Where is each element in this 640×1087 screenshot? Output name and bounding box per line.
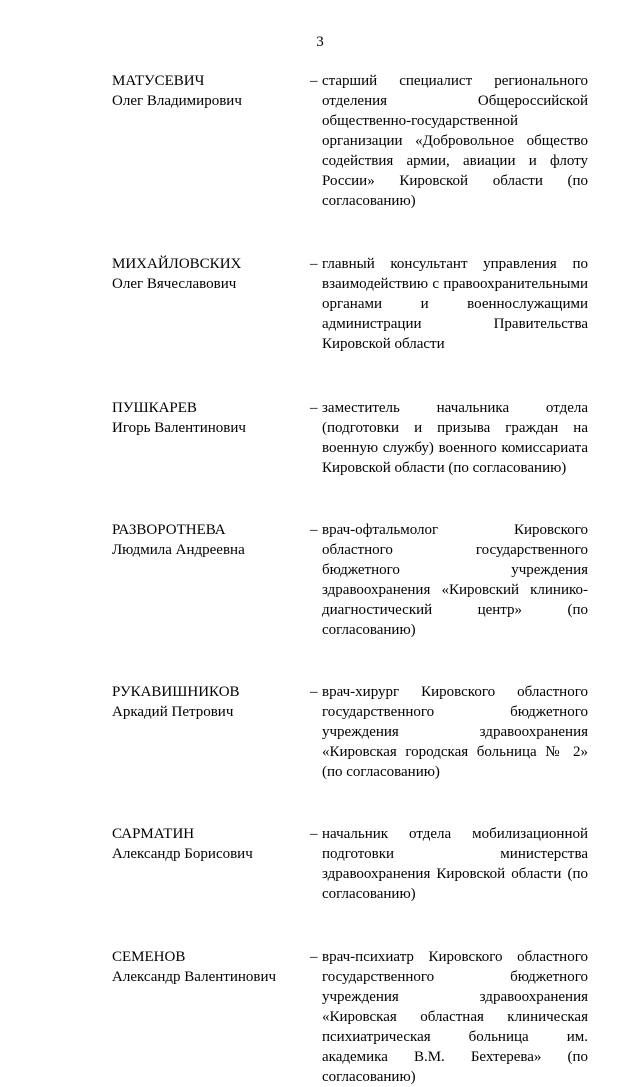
member-surname: СЕМЕНОВ	[112, 949, 186, 965]
member-given-names: Олег Владимирович	[112, 93, 242, 109]
member-entry	[0, 520, 640, 640]
dash-separator: –	[310, 522, 318, 538]
member-given-names: Аркадий Петрович	[112, 704, 234, 720]
member-given-names: Александр Валентинович	[112, 969, 277, 985]
dash-separator: –	[310, 400, 318, 416]
member-entry	[0, 254, 640, 354]
member-entry	[0, 71, 640, 211]
member-given-names: Олег Вячеславович	[112, 276, 237, 292]
member-surname: РУКАВИШНИКОВ	[112, 684, 240, 700]
member-surname: МАТУСЕВИЧ	[112, 73, 205, 89]
member-surname: САРМАТИН	[112, 826, 195, 842]
member-name	[112, 398, 302, 438]
member-position: заместитель начальника отдела (подготовки и призыва граждан на военную службу) военного комиссариата Кировской области (по согласованию)	[322, 400, 588, 476]
dash-separator: –	[310, 684, 318, 700]
member-name	[112, 254, 302, 294]
member-name	[112, 71, 302, 111]
dash-separator: –	[310, 826, 318, 842]
member-given-names: Людмила Андреевна	[112, 542, 245, 558]
member-position: врач-офтальмолог Кировского областного государственного бюджетного учреждения здравоохранения «Кировский клинико-диагностический центр» (по согласованию)	[322, 522, 588, 638]
member-position: врач-психиатр Кировского областного государственного бюджетного учреждения здравоохранения «Кировская областная клиническая психиатрическая больница им. академика В.М. Бехтерева» (по согласованию)	[322, 949, 588, 1085]
dash-separator: –	[310, 949, 318, 965]
member-position: старший специалист регионального отделения Общероссийской общественно-государственной организации «Добровольное общество содействия армии, авиации и флоту России» Кировской области (по согласованию)	[322, 73, 588, 209]
dash-separator: –	[310, 256, 318, 272]
dash-separator: –	[310, 73, 318, 89]
member-name	[112, 824, 302, 864]
member-entry	[0, 947, 640, 1087]
member-name	[112, 947, 302, 987]
member-surname: РАЗВОРОТНЕВА	[112, 522, 226, 538]
member-name	[112, 682, 302, 722]
member-surname: МИХАЙЛОВСКИХ	[112, 256, 242, 272]
member-entry	[0, 682, 640, 782]
members-list	[0, 71, 640, 1087]
member-entry	[0, 824, 640, 904]
member-position: врач-хирург Кировского областного государственного бюджетного учреждения здравоохранения «Кировская городская больница № 2» (по согласованию)	[322, 684, 588, 780]
member-position: главный консультант управления по взаимодействию с правоохранительными органами и военнослужащими администрации Правительства Кировской области	[322, 256, 588, 352]
member-surname: ПУШКАРЕВ	[112, 400, 197, 416]
member-name	[112, 520, 302, 560]
member-given-names: Игорь Валентинович	[112, 420, 246, 436]
member-position: начальник отдела мобилизационной подготовки министерства здравоохранения Кировской области (по согласованию)	[322, 826, 588, 902]
member-given-names: Александр Борисович	[112, 846, 253, 862]
member-entry	[0, 398, 640, 478]
page-number: 3	[316, 34, 324, 50]
